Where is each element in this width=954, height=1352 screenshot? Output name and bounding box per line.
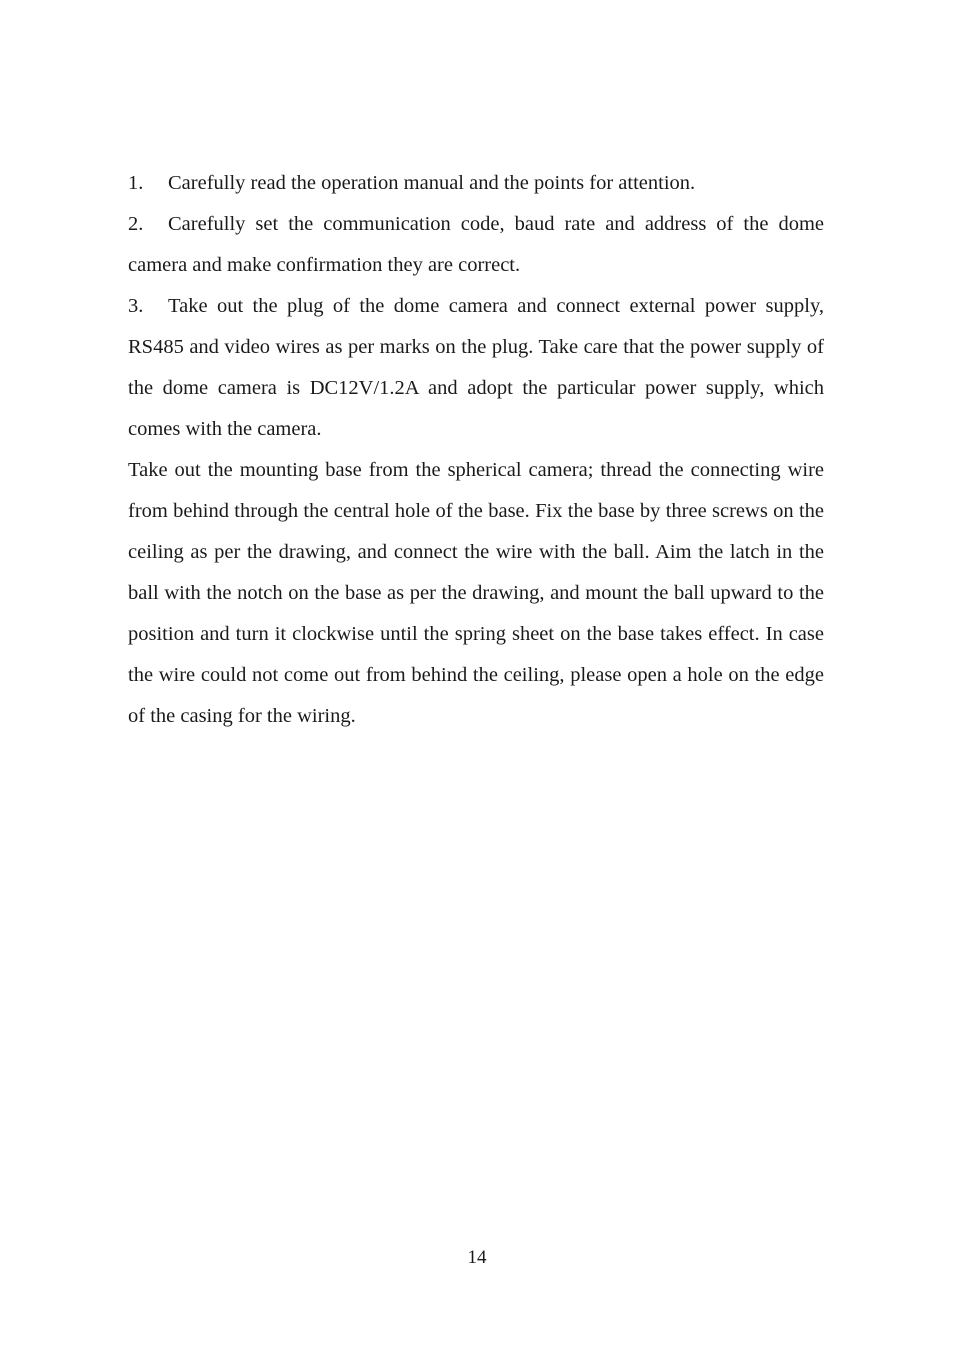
list-item-3	[128, 286, 824, 450]
list-item-1	[128, 163, 824, 204]
list-item-2	[128, 204, 824, 286]
list-item-text: Carefully set the communication code, baud rate and address of the dome camera and make confirmation they are correct.	[128, 213, 824, 276]
document-body	[128, 163, 824, 737]
list-item-number: 2.	[128, 213, 144, 235]
mounting-instructions-paragraph: Take out the mounting base from the spherical camera; thread the connecting wire from behind through the central hole of the base. Fix the base by three screws on the ceiling as per the drawing, and connect the wire with the ball. Aim the latch in the ball with the notch on the base as per the drawing, and mount the ball upward to the position and turn it clockwise until the spring sheet on the base takes effect. In case the wire could not come out from behind the ceiling, please open a hole on the edge of the casing for the wiring.	[128, 459, 824, 727]
page-number: 14	[467, 1247, 487, 1268]
list-item-text: Carefully read the operation manual and the points for attention.	[168, 172, 696, 194]
list-item-text: Take out the plug of the dome camera and connect external power supply, RS485 and video wires as per marks on the plug. Take care that the power supply of the dome camera is DC12V/1.2A and adopt the particular power supply, which comes with the camera.	[128, 295, 824, 440]
list-item-number: 3.	[128, 295, 144, 317]
list-item-number: 1.	[128, 172, 144, 194]
